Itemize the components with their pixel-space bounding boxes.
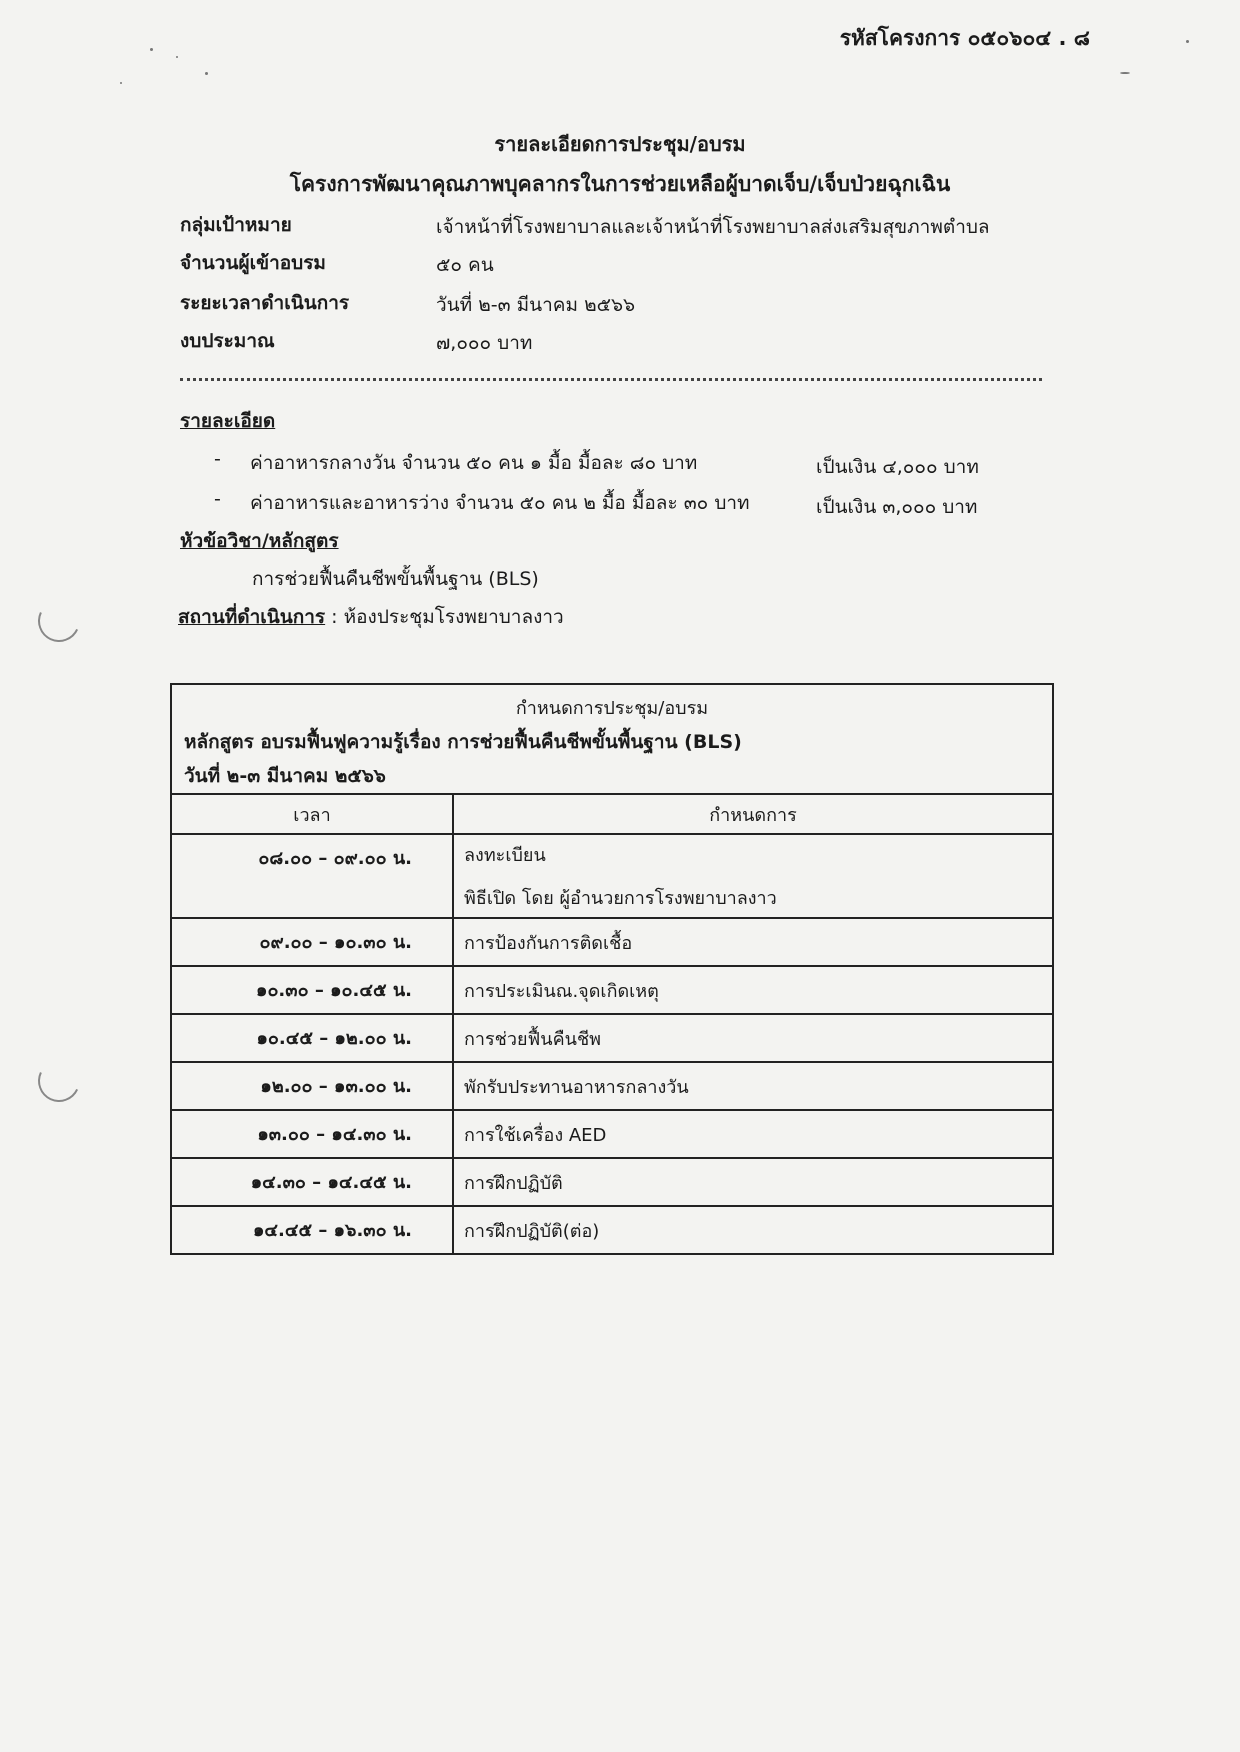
info-label-target: กลุ่มเป้าหมาย (180, 214, 292, 236)
scan-speck (120, 82, 122, 84)
table-header-row (172, 795, 1052, 834)
course-heading: หัวข้อวิชา/หลักสูตร (180, 530, 339, 552)
row-activity: การป้องกันการติดเชื้อ (453, 918, 1052, 966)
info-value-duration: วันที่ ๒-๓ มีนาคม ๒๕๖๖ (436, 294, 636, 316)
info-label-duration: ระยะเวลาดำเนินการ (180, 292, 350, 314)
row-activity-line: ลงทะเบียน (464, 845, 546, 866)
table-row (172, 918, 1052, 966)
row-time: ๑๐.๔๕ – ๑๒.๐๐ น. (172, 1014, 453, 1062)
row-activity: พักรับประทานอาหารกลางวัน (453, 1062, 1052, 1110)
scan-speck (150, 48, 153, 51)
schedule-table (170, 683, 1054, 1255)
place-line (178, 602, 564, 632)
course-name: การช่วยฟื้นคืนชีพขั้นพื้นฐาน (BLS) (252, 568, 539, 590)
table-row (172, 1206, 1052, 1253)
details-heading: รายละเอียด (180, 410, 276, 432)
table-row (172, 1014, 1052, 1062)
place-value: : ห้องประชุมโรงพยาบาลงาว (325, 606, 564, 628)
schedule-course: หลักสูตร อบรมฟื้นฟูความรู้เรื่อง การช่วยฟื้นคืนชีพขั้นพื้นฐาน (BLS) (184, 731, 742, 753)
row-activity (453, 834, 1052, 918)
info-label-budget: งบประมาณ (180, 330, 275, 352)
row-time: ๑๒.๐๐ – ๑๓.๐๐ น. (172, 1062, 453, 1110)
page-title: รายละเอียดการประชุม/อบรม (494, 132, 746, 156)
detail-dash: - (214, 488, 221, 510)
detail-snack: ค่าอาหารและอาหารว่าง จำนวน ๕๐ คน ๒ มื้อ มื้อละ ๓๐ บาท (250, 492, 750, 514)
project-title: โครงการพัฒนาคุณภาพบุคลากรในการช่วยเหลือผู้บาดเจ็บ/เจ็บป่วยฉุกเฉิน (289, 172, 951, 196)
col-time: เวลา (172, 795, 453, 834)
info-value-participants: ๕๐ คน (436, 254, 494, 276)
row-activity: การช่วยฟื้นคืนชีพ (453, 1014, 1052, 1062)
row-time: ๐๘.๐๐ – ๐๙.๐๐ น. (172, 834, 453, 918)
schedule-header (172, 685, 1052, 795)
info-value-target: เจ้าหน้าที่โรงพยาบาลและเจ้าหน้าที่โรงพยาบาลส่งเสริมสุขภาพตำบล (436, 216, 990, 238)
table-row (172, 834, 1052, 918)
scan-speck (1186, 40, 1189, 43)
punch-hole (32, 594, 86, 648)
table-row (172, 1158, 1052, 1206)
info-label-participants: จำนวนผู้เข้าอบรม (180, 252, 326, 274)
row-time: ๑๔.๓๐ – ๑๔.๔๕ น. (172, 1158, 453, 1206)
row-activity: การใช้เครื่อง AED (453, 1110, 1052, 1158)
row-time: ๑๔.๔๕ – ๑๖.๓๐ น. (172, 1206, 453, 1253)
row-activity: การฝึกปฏิบัติ(ต่อ) (453, 1206, 1052, 1253)
row-activity-line: พิธีเปิด โดย ผู้อำนวยการโรงพยาบาลงาว (464, 888, 777, 909)
table-row (172, 966, 1052, 1014)
row-activity: การประเมินณ.จุดเกิดเหตุ (453, 966, 1052, 1014)
agenda-table (172, 795, 1052, 1253)
punch-hole (32, 1054, 86, 1108)
scan-speck (205, 72, 208, 75)
detail-dash: - (214, 448, 221, 470)
place-label: สถานที่ดำเนินการ (178, 606, 326, 628)
row-time: ๑๐.๓๐ – ๑๐.๔๕ น. (172, 966, 453, 1014)
col-agenda: กำหนดการ (453, 795, 1052, 834)
detail-lunch-amount: เป็นเงิน ๔,๐๐๐ บาท (816, 456, 979, 478)
detail-snack-amount: เป็นเงิน ๓,๐๐๐ บาท (816, 496, 978, 518)
project-code: รหัสโครงการ ๐๕๐๖๐๔ . ๘ (839, 26, 1090, 50)
row-time: ๐๙.๐๐ – ๑๐.๓๐ น. (172, 918, 453, 966)
scan-speck (1120, 72, 1130, 74)
schedule-date: วันที่ ๒-๓ มีนาคม ๒๕๖๖ (184, 765, 386, 787)
table-row (172, 1062, 1052, 1110)
dotted-divider (180, 378, 1042, 381)
table-row (172, 1110, 1052, 1158)
row-time: ๑๓.๐๐ – ๑๔.๓๐ น. (172, 1110, 453, 1158)
detail-lunch: ค่าอาหารกลางวัน จำนวน ๕๐ คน ๑ มื้อ มื้อละ ๘๐ บาท (250, 452, 698, 474)
row-activity: การฝึกปฏิบัติ (453, 1158, 1052, 1206)
scan-speck (176, 56, 178, 58)
schedule-title: กำหนดการประชุม/อบรม (515, 698, 709, 719)
info-value-budget: ๗,๐๐๐ บาท (436, 332, 533, 354)
